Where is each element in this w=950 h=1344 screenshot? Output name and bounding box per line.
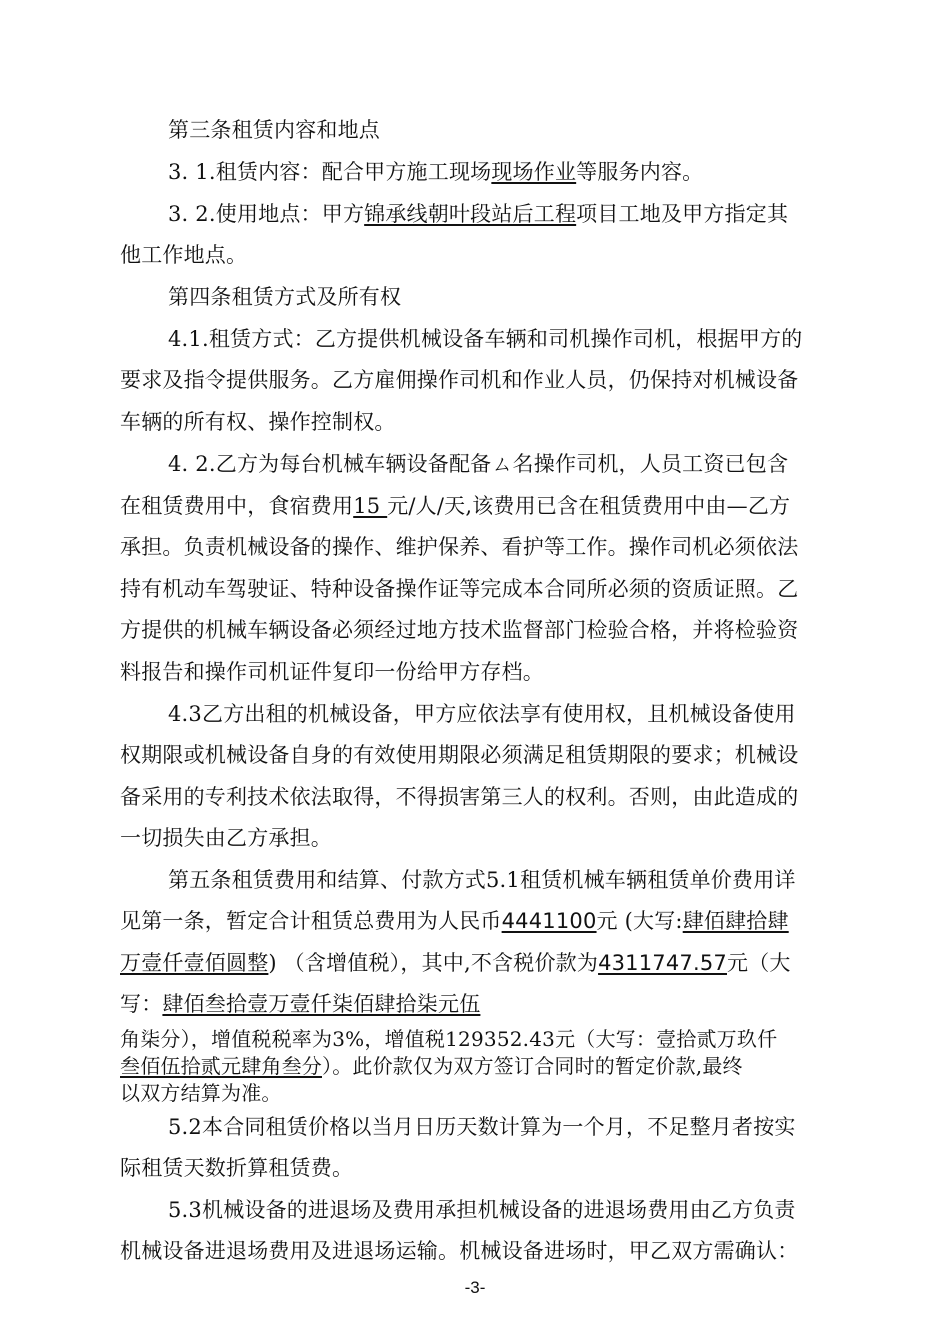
- text-segment: 3. 1.租赁内容：配合甲方施工现场: [168, 160, 492, 184]
- text-segment: 3. 2.使用地点：甲方: [168, 202, 365, 226]
- text-segment: ) （含增值税），其中,不含税价款为: [268, 951, 599, 975]
- paragraph-3-2-cont: 他工作地点。: [120, 243, 248, 267]
- paragraph-4-1: 4.1.租赁方式：乙方提供机械设备车辆和司机操作司机，根据甲方的: [168, 327, 803, 351]
- paragraph-4-1-cont: 要求及指令提供服务。乙方雇佣操作司机和作业人员，仍保持对机械设备: [120, 368, 799, 392]
- paragraph-4-3: 4.3乙方出租的机械设备，甲方应依法享有使用权，且机械设备使用: [168, 702, 796, 726]
- paragraph-5-3-cont: 机械设备进退场费用及进退场运输。机械设备进场时，甲乙双方需确认：: [120, 1239, 799, 1263]
- text-segment: 写：: [120, 992, 163, 1016]
- text-segment: 元（大: [727, 951, 791, 975]
- total-amount-field: 4441100: [501, 909, 597, 933]
- paragraph-4-2-cont: [120, 492, 790, 520]
- paragraph-3-1: [168, 158, 703, 186]
- article-3-heading: 第三条租赁内容和地点: [168, 118, 380, 142]
- pre-tax-in-words-field: 肆佰叁拾壹万壹仟柒佰肆拾柒元伍: [162, 992, 481, 1016]
- paragraph-4-3-cont: 备采用的专利技术依法取得，不得损害第三人的权利。否则，由此造成的: [120, 785, 799, 809]
- paragraph-5-2-cont: 际租赁天数折算租赁费。: [120, 1156, 354, 1180]
- article-5-cont: 角柒分），增值税税率为3%，增值税129352.43元（大写：壹拾贰万玖仟: [120, 1027, 778, 1051]
- paragraph-4-1-cont: 车辆的所有权、操作控制权。: [120, 410, 396, 434]
- article-5-cont: [120, 1053, 743, 1079]
- paragraph-4-2-cont: 方提供的机械车辆设备必须经过地方技术监督部门检验合格，并将检验资: [120, 618, 799, 642]
- underlined-field: 现场作业: [491, 160, 577, 184]
- paragraph-4-2-cont: 持有机动车驾驶证、特种设备操作证等完成本合同所必须的资质证照。乙: [120, 577, 799, 601]
- paragraph-4-3-cont: 一切损失由乙方承担。: [120, 826, 332, 850]
- article-5-paragraph: 第五条租赁费用和结算、付款方式5.1租赁机械车辆租赁单价费用详: [168, 868, 796, 892]
- text-segment: 项目工地及甲方指定其: [576, 202, 789, 226]
- underlined-field: 锦承线朝叶段站后工程: [364, 202, 577, 226]
- paragraph-4-2-cont: 承担。负责机械设备的操作、维护保养、看护等工作。操作司机必须依法: [120, 535, 799, 559]
- article-5-cont: [120, 990, 480, 1018]
- paragraph-4-2: 4. 2.乙方为每台机械车辆设备配备ㄙ名操作司机，人员工资已包含: [168, 452, 789, 476]
- article-5-cont: 以双方结算为准。: [120, 1081, 282, 1105]
- text-segment: 元/人/天,该费用已含在租赁费用中由—乙方: [387, 494, 791, 518]
- pre-tax-amount-field: 4311747.57: [598, 951, 727, 975]
- article-5-cont: [120, 907, 789, 935]
- amount-in-words-field: 肆佰肆拾肆: [682, 909, 789, 933]
- paragraph-4-3-cont: 权期限或机械设备自身的有效使用期限必须满足租赁期限的要求；机械设: [120, 743, 799, 767]
- underlined-field: 15: [353, 494, 388, 518]
- article-4-heading: 第四条租赁方式及所有权: [168, 285, 402, 309]
- text-segment: 在租赁费用中，食宿费用: [120, 494, 354, 518]
- paragraph-5-2: 5.2本合同租赁价格以当月日历天数计算为一个月，不足整月者按实: [168, 1115, 796, 1139]
- tax-in-words-field: 叁佰伍拾贰元肆角叁分: [120, 1054, 322, 1078]
- paragraph-4-2-cont: 料报告和操作司机证件复印一份给甲方存档。: [120, 660, 544, 684]
- text-segment: 见第一条，暂定合计租赁总费用为人民币: [120, 909, 502, 933]
- article-5-cont: [120, 949, 791, 977]
- text-segment: 元 (大写:: [596, 909, 683, 933]
- text-segment: 等服务内容。: [576, 160, 704, 184]
- paragraph-3-2: [168, 200, 788, 228]
- text-segment: ）。此价款仅为双方签订合同时的暂定价款,最终: [322, 1054, 743, 1078]
- amount-in-words-field: 万壹仟壹佰圆整: [120, 951, 269, 975]
- page-number: -3-: [464, 1278, 486, 1297]
- paragraph-5-3: 5.3机械设备的进退场及费用承担机械设备的进退场费用由乙方负责: [168, 1198, 796, 1222]
